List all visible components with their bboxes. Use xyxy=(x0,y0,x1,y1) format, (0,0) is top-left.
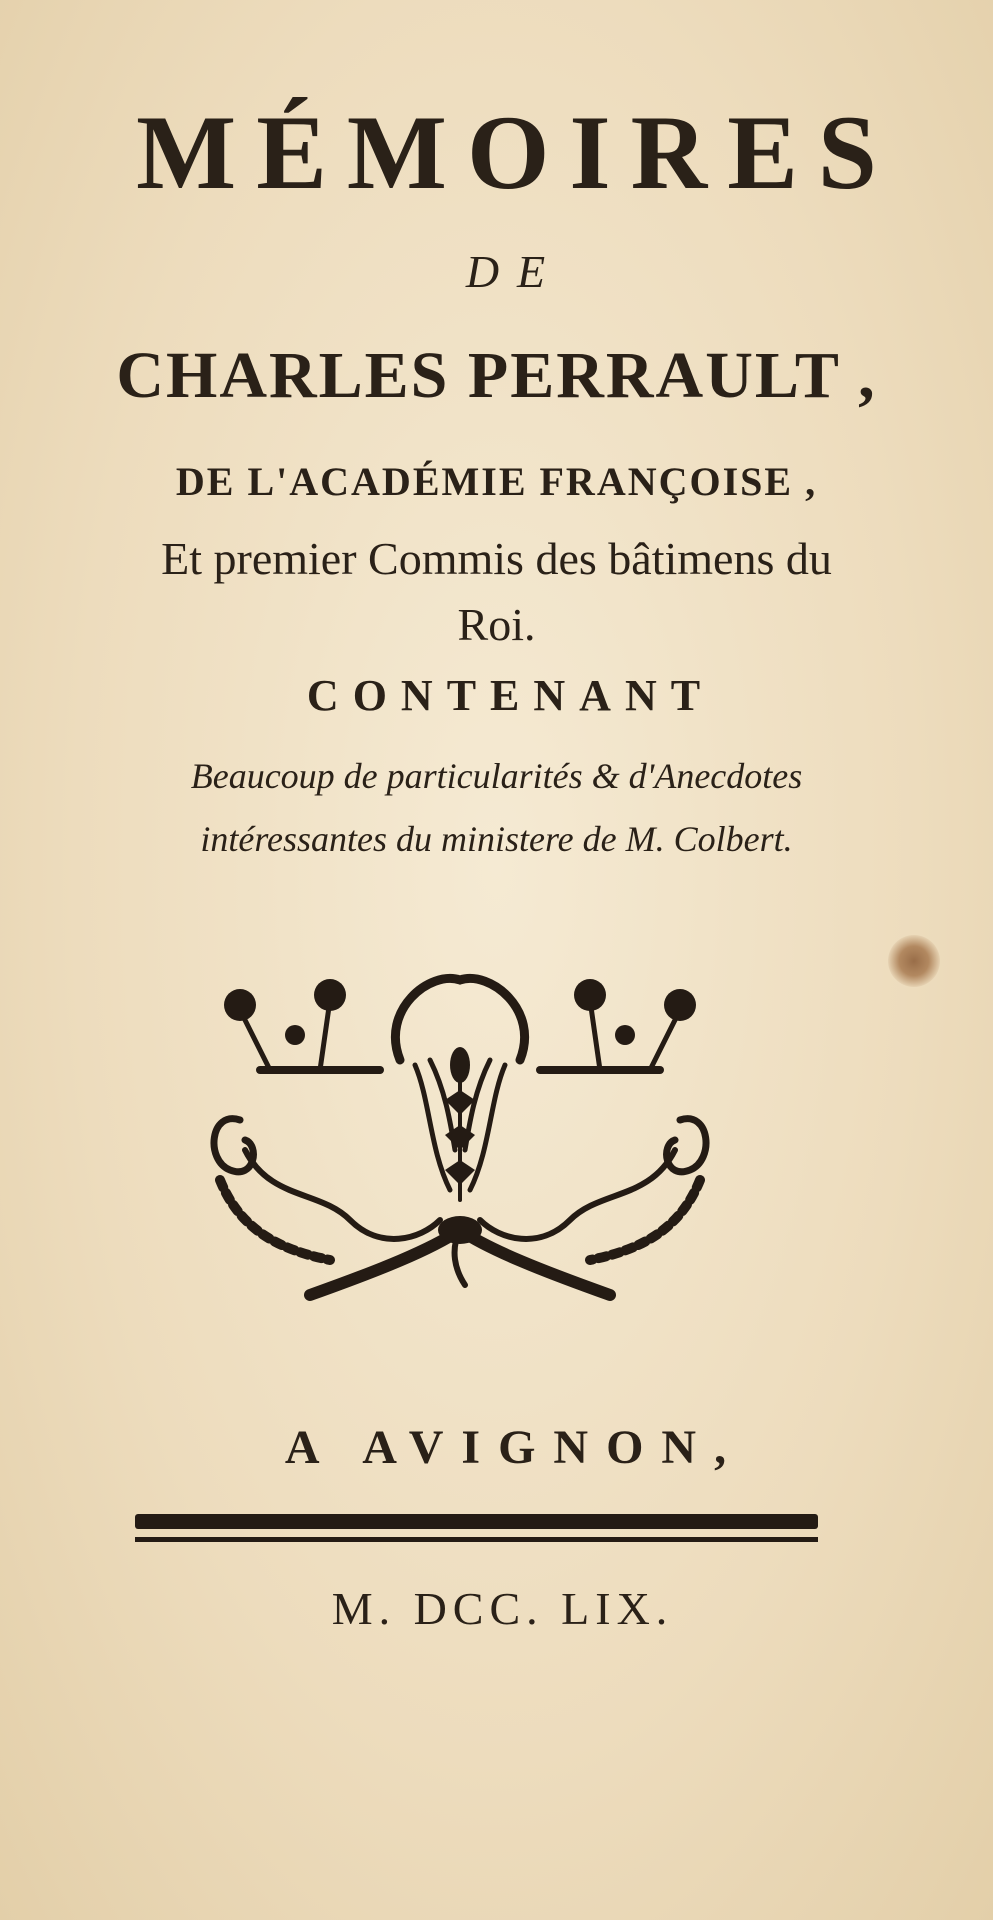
foxing-stain xyxy=(888,935,940,987)
double-rule-thick xyxy=(135,1514,818,1529)
imprint-place: A AVIGNON, xyxy=(284,1421,745,1474)
double-rule-thin xyxy=(135,1537,818,1542)
title-preposition: DE xyxy=(465,246,564,297)
contents-heading: CONTENANT xyxy=(306,671,715,720)
floral-vignette-icon xyxy=(200,950,720,1340)
book-title: MÉMOIRES xyxy=(136,94,897,211)
imprint-date: M. DCC. LIX. xyxy=(331,1583,674,1634)
author-position-line-1: Et premier Commis des bâtimens du xyxy=(161,533,832,584)
description-line-1: Beaucoup de particularités & d'Anecdotes xyxy=(190,756,803,796)
author-name: CHARLES PERRAULT , xyxy=(116,339,877,412)
author-position-line-2: Roi. xyxy=(457,599,536,650)
author-affiliation: DE L'ACADÉMIE FRANÇOISE , xyxy=(175,459,818,504)
description-line-2: intéressantes du ministere de M. Colbert. xyxy=(200,819,793,859)
